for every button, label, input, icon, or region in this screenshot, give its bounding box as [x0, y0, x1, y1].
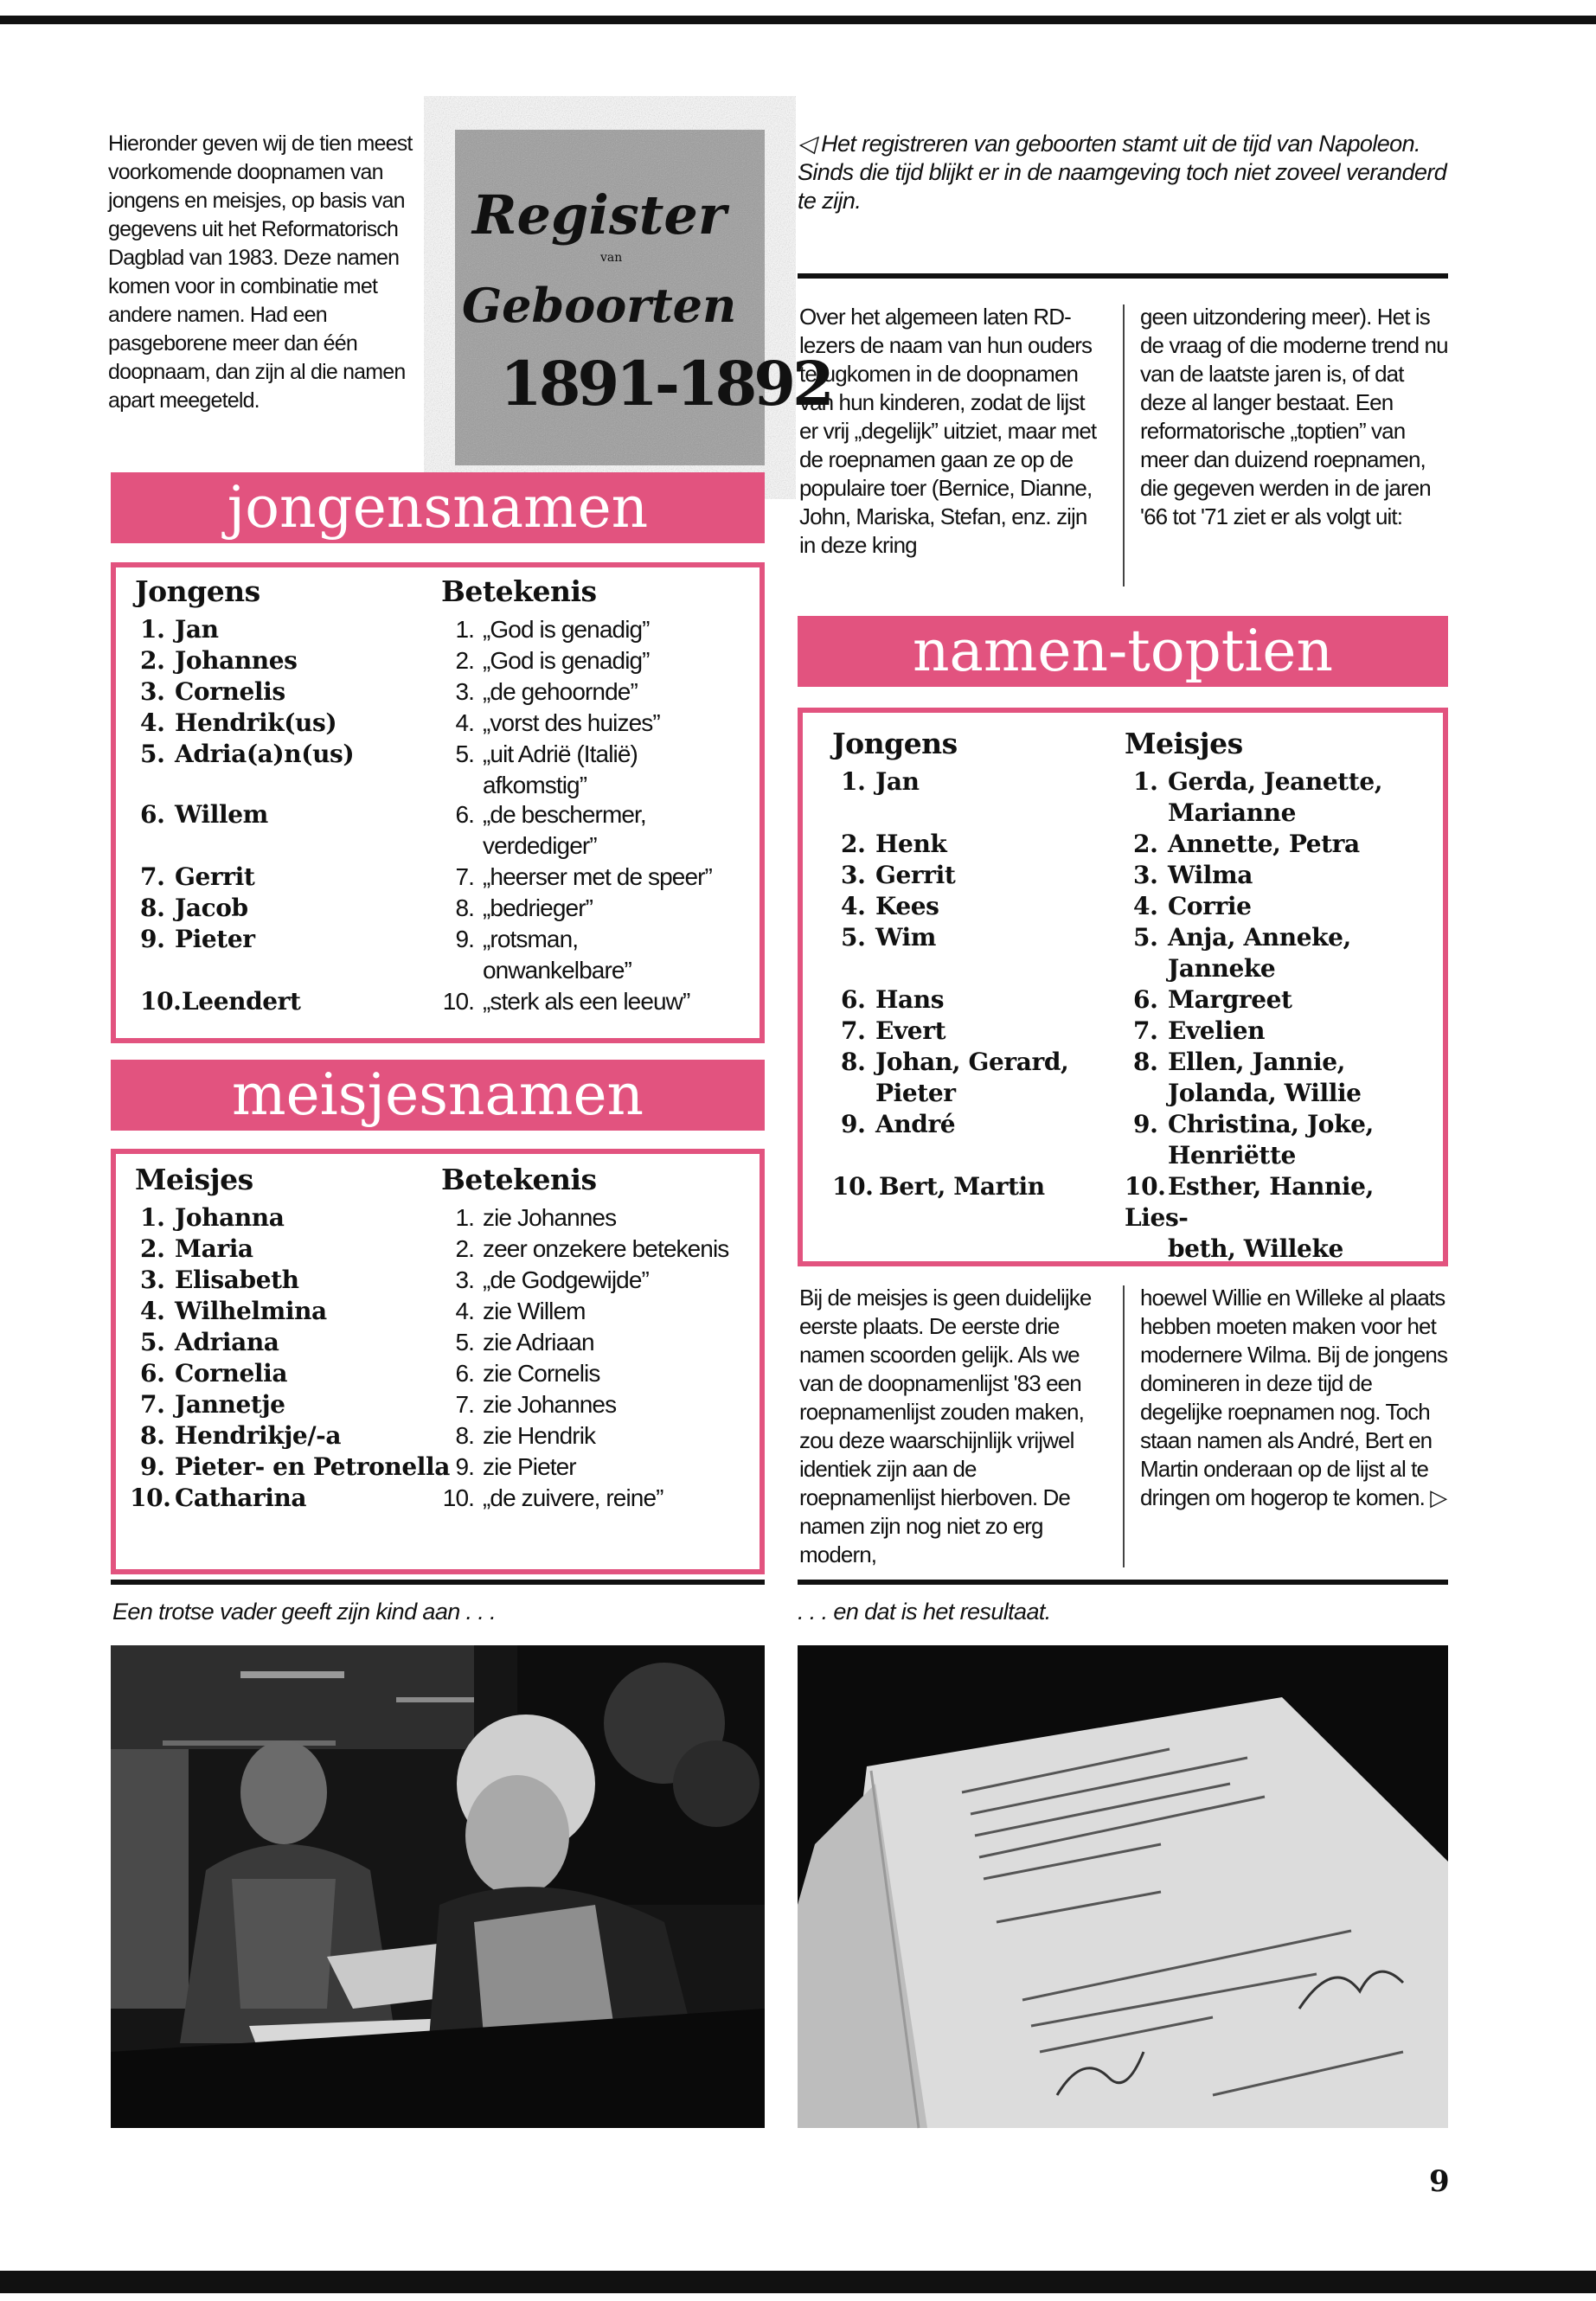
betekenis-col-header: Betekenis — [441, 574, 597, 608]
list-item: 3. Cornelis — [140, 677, 285, 706]
toptien-table — [798, 708, 1448, 1266]
list-item: 8. Ellen, Jannie, Jolanda, Willie — [1133, 1048, 1362, 1107]
register-line4: 1891-1892 — [500, 348, 831, 420]
meaning-item: 3. „de gehoornde” — [455, 678, 638, 705]
meaning-item: 9. zie Pieter — [455, 1453, 576, 1480]
page-number: 9 — [1429, 2164, 1450, 2199]
meaning-item: 10. „de zuivere, reine” — [442, 1484, 663, 1511]
list-item: 1. Jan — [841, 767, 920, 796]
list-item: 8. Jacob — [140, 894, 248, 922]
register-line3: Geboorten — [462, 278, 737, 333]
jongensnamen-table — [111, 562, 765, 1043]
list-item: 5. Anja, Anneke, Janneke — [1133, 923, 1351, 983]
list-item: 5. Adria(a)n(us) — [140, 740, 355, 768]
meaning-item: 6. „de beschermer, verdediger” — [455, 801, 646, 859]
list-item: 1. Johanna — [140, 1203, 285, 1232]
list-item: 2. Maria — [140, 1234, 253, 1263]
meaning-item: 5. „uit Adrië (Italië) afkomstig” — [455, 740, 638, 798]
register-caption: ◁ Het registreren van geboorten stamt uit de tijd van Napoleon. Sinds die tijd blijkt er in de naamgeving toch niet zoveel veranderd te zijn. — [798, 131, 1447, 214]
meaning-item: 4. zie Willem — [455, 1298, 586, 1324]
article-col3: Bij de meisjes is geen duidelijke eerste plaats. De eerste drie namen scoorden gelijk. Als we van de doopnamenlijst '83 een roepnamenlijst zouden maken, zou deze waarschijnlijk vrijwel identiek zijn aan de roepnamenlijst hierboven. De namen zijn nog niet zo erg modern, — [799, 1285, 1092, 1567]
register-line1: Register — [472, 183, 727, 247]
list-item: 6. Willem — [140, 800, 268, 829]
meisjes-col-header: Meisjes — [135, 1163, 253, 1196]
list-item: 3. Wilma — [1133, 861, 1253, 889]
list-item: 9. André — [841, 1110, 956, 1138]
list-item: 6. Margreet — [1133, 985, 1292, 1014]
list-item: 9. Christina, Joke, Henriëtte — [1133, 1110, 1374, 1170]
list-item: 9. Pieter- en Petronella — [140, 1452, 450, 1481]
list-item: 4. Corrie — [1133, 892, 1252, 920]
meaning-item: 3. „de Godgewijde” — [455, 1266, 649, 1293]
list-item: 10.Leendert — [140, 987, 301, 1016]
betekenis-col-header: Betekenis — [441, 1163, 597, 1196]
jongensnamen-heading: jongensnamen — [111, 472, 765, 543]
registration-photo — [111, 1645, 765, 2128]
list-item: 1. Gerda, Jeanette, Marianne — [1133, 767, 1383, 827]
meaning-item: 10. „sterk als een leeuw” — [442, 988, 690, 1015]
meaning-item: 2. zeer onzekere betekenis — [455, 1235, 729, 1262]
meaning-item: 7. zie Johannes — [455, 1391, 617, 1418]
meisjesnamen-heading: meisjesnamen — [111, 1060, 765, 1131]
register-line2: van — [600, 251, 623, 265]
photo-caption-right: . . . en dat is het resultaat. — [798, 1599, 1051, 1625]
meaning-item: 5. zie Adriaan — [455, 1329, 594, 1356]
photo-caption-left: Een trotse vader geeft zijn kind aan . . . — [112, 1599, 497, 1625]
article-col4: hoewel Willie en Willeke al plaats hebben moeten maken voor het modernere Wilma. Bij de jongens domineren in deze tijd de degelijke roepnamen nog. Toch staan namen als André, Bert en Martin onderaan op de lijst al te dringen om hogerop te komen. ▷ — [1140, 1285, 1448, 1510]
jongens-col-header: Jongens — [832, 727, 958, 760]
list-item: 8. Johan, Gerard, Pieter — [841, 1048, 1069, 1107]
meaning-item: 2. „God is genadig” — [455, 647, 650, 674]
list-item: 7. Evert — [841, 1016, 946, 1045]
list-item: 5. Adriana — [140, 1328, 279, 1356]
meaning-item: 9. „rotsman, onwankelbare” — [455, 926, 631, 984]
list-item: 10. Catharina — [130, 1484, 307, 1512]
list-item: 8. Hendrikje/-a — [140, 1421, 342, 1450]
list-item: 9. Pieter — [140, 925, 255, 953]
list-item: 2. Henk — [841, 830, 947, 858]
column-divider — [1123, 1285, 1125, 1567]
list-item: 2. Annette, Petra — [1133, 830, 1360, 858]
meisjes-col-header: Meisjes — [1125, 727, 1243, 760]
jongens-col-header: Jongens — [135, 574, 260, 608]
meaning-item: 8. „bedrieger” — [455, 894, 593, 921]
article-col2: geen uitzondering meer). Het is de vraag of die moderne trend nu van de laatste jaren is, of dat deze al langer bestaat. Een reformatorische „toptien” van meer dan duizend roepnamen, die gegeven werden in de jaren '66 tot '71 ziet er als volgt uit: — [1140, 304, 1448, 529]
meaning-item: 1. „God is genadig” — [455, 616, 650, 643]
rule-top-right — [798, 273, 1448, 279]
list-item: 10.Esther, Hannie, Lies- beth, Willeke — [1125, 1172, 1374, 1263]
list-item: 7. Gerrit — [140, 862, 255, 891]
list-item: 5. Wim — [841, 923, 937, 952]
list-item: 6. Hans — [841, 985, 945, 1014]
column-divider — [1123, 304, 1125, 586]
meisjesnamen-table — [111, 1149, 765, 1574]
list-item: 1. Jan — [140, 615, 219, 644]
bottom-border — [0, 2271, 1596, 2293]
list-item: 6. Cornelia — [140, 1359, 288, 1388]
toptien-heading: namen-toptien — [798, 616, 1448, 687]
register-cover-image — [455, 130, 831, 465]
article-col1: Over het algemeen laten RD-lezers de naam van hun ouders terugkomen in de doopnamen van hun kinderen, zodat de lijst er vrij „degelijk” uitziet, maar met de roepnamen gaan ze op de populaire toer (Bernice, Dianne, John, Mariska, Stefan, enz. zijn in deze kring — [799, 304, 1097, 558]
list-item: 3. Gerrit — [841, 861, 956, 889]
meaning-item: 1. zie Johannes — [455, 1204, 617, 1231]
list-item: 7. Jannetje — [140, 1390, 285, 1419]
intro-paragraph: Hieronder geven wij de tien meest voorkomende doopnamen van jongens en meisjes, op basis van gegevens uit het Reformatorisch Dagblad van 1983. Deze namen komen voor in combinatie met andere namen. Had een pasgeborene meer dan één doopnaam, dan zijn al die namen apart meegeteld. — [108, 131, 413, 413]
list-item: 10. Bert, Martin — [832, 1172, 1045, 1201]
list-item: 4. Kees — [841, 892, 939, 920]
list-item: 7. Evelien — [1133, 1016, 1266, 1045]
rule-bottom-right — [798, 1580, 1448, 1585]
meaning-item: 4. „vorst des huizes” — [455, 709, 660, 736]
meaning-item: 6. zie Cornelis — [455, 1360, 600, 1387]
list-item: 3. Elisabeth — [140, 1266, 299, 1294]
list-item: 4. Hendrik(us) — [140, 708, 337, 737]
list-item: 2. Johannes — [140, 646, 298, 675]
meaning-item: 7. „heerser met de speer” — [455, 863, 712, 890]
top-border — [0, 16, 1596, 24]
list-item: 4. Wilhelmina — [140, 1297, 327, 1325]
meaning-item: 8. zie Hendrik — [455, 1422, 596, 1449]
register-page-photo — [798, 1645, 1448, 2128]
rule-bottom-left — [111, 1580, 765, 1585]
